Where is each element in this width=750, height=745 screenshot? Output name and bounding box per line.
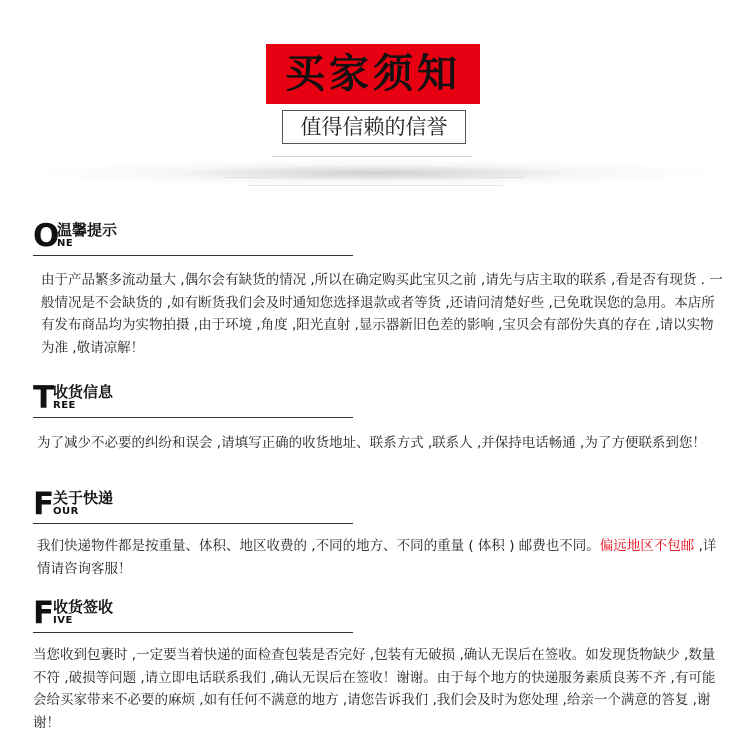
section-heading-shipping — [33, 486, 363, 523]
section-initial: F — [33, 486, 55, 522]
section-title: 关于快递 — [53, 489, 114, 507]
section-rule — [33, 523, 353, 524]
section-subtitle: REE — [53, 400, 76, 411]
header-rule-lower — [225, 177, 525, 178]
page-subtitle: 值得信赖的信誉 — [300, 115, 448, 139]
section-initial: O — [33, 218, 60, 254]
header-shadow-divider — [45, 160, 705, 186]
section-title: 温馨提示 — [57, 221, 118, 239]
page-title: 买家须知 — [285, 51, 461, 97]
section-body-receiving-info: 为了减少不必要的纠纷和误会 ,请填写正确的收货地址、联系方式 ,联系人 ,并保持电话畅通 ,为了方便联系到您！ — [37, 435, 706, 451]
header-rule — [272, 156, 472, 157]
section-heading-signing — [33, 595, 363, 632]
section-rule — [33, 417, 353, 418]
section-body-signing: 当您收到包裹时 ,一定要当着快递的面检查包装是否完好 ,包装有无破损 ,确认无误后在签收。如发现货物缺少 ,数量不符 ,破损等问题 ,请立即电话联系我们 ,确认无误后在签收！谢谢。由于每个地方的快递服务素质良莠不齐 ,有可能会给买家带来不必要的麻烦 ,如有任何不满意的地方 ,请您告诉我们 ,我们会及时为您处理 ,给亲一个满意的答复 ,谢谢！ — [33, 647, 716, 731]
page-title-banner — [266, 44, 480, 104]
shipping-text-tail: ,详情请咨询客服！ — [37, 538, 717, 577]
section-heading-receiving-info — [33, 380, 363, 417]
section-body-tips: 由于产品繁多流动量大 ,偶尔会有缺货的情况 ,所以在确定购买此宝贝之前 ,请先与店主取的联系 ,看是否有现货 . 一般情况是不会缺货的 ,如有断货我们会及时通知您选择退款或者等货 ,还请问清楚好些 ,已免耽误您的急用。本店所有发布商品均为实物拍摄 ,由于环境 ,角度 ,阳光直射 ,显示器新旧色差的影响 ,宝贝会有部份失真的存在 ,请以实物为准 ,敬请凉解！ — [41, 272, 723, 356]
section-body-shipping — [37, 535, 725, 580]
remote-area-notice: 偏远地区不包邮 — [599, 538, 695, 554]
section-rule — [33, 255, 353, 256]
shipping-text: 我们快递物件都是按重量、体积、地区收费的 ,不同的地方、不同的重量 ( 体积 ) 邮费也不同。 — [37, 538, 600, 554]
section-initial: T — [33, 380, 55, 416]
section-initial: F — [33, 595, 55, 631]
section-subtitle: NE — [57, 238, 74, 249]
subtitle-box — [282, 110, 466, 144]
section-subtitle: OUR — [53, 506, 79, 517]
section-heading-tips — [33, 218, 363, 255]
section-title: 收货信息 — [53, 383, 114, 401]
header-rule-lower-2 — [248, 185, 503, 186]
section-title: 收货签收 — [53, 598, 114, 616]
section-rule — [33, 632, 353, 633]
section-subtitle: IVE — [53, 615, 73, 626]
